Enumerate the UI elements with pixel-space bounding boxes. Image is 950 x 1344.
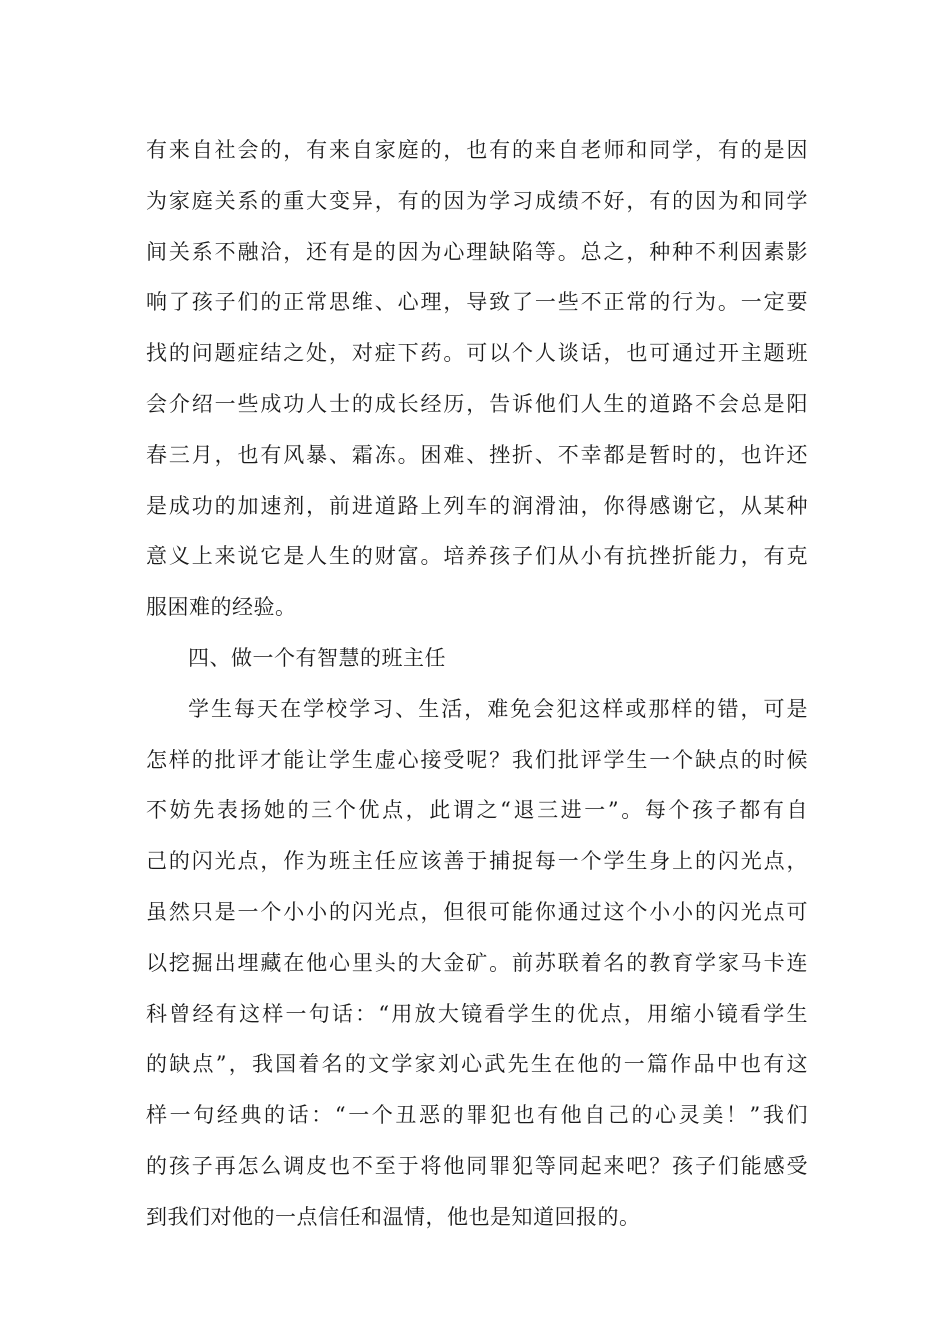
- text-line: 响了孩子们的正常思维、心理，导致了一些不正常的行为。一定要: [146, 290, 808, 315]
- text-line: 意义上来说它是人生的财富。培养孩子们从小有抗挫折能力，有克: [146, 544, 808, 569]
- document-body: [146, 125, 808, 1243]
- text-line: 到我们对他的一点信任和温情，他也是知道回报的。: [146, 1204, 641, 1229]
- text-line: 不妨先表扬她的三个优点，此谓之“退三进一”。每个孩子都有自: [146, 798, 808, 823]
- text-line: 找的问题症结之处，对症下药。可以个人谈话，也可通过开主题班: [146, 341, 808, 366]
- text-line: 的孩子再怎么调皮也不至于将他同罪犯等同起来吧？孩子们能感受: [146, 1153, 808, 1178]
- text-line: 学生每天在学校学习、生活，难免会犯这样或那样的错，可是: [188, 696, 808, 721]
- text-line: 会介绍一些成功人士的成长经历，告诉他们人生的道路不会总是阳: [146, 391, 808, 416]
- text-line: 的缺点”，我国着名的文学家刘心武先生在他的一篇作品中也有这: [146, 1052, 808, 1077]
- text-line: 科曾经有这样一句话：“用放大镜看学生的优点，用缩小镜看学生: [146, 1001, 808, 1026]
- section-heading: 四、做一个有智慧的班主任: [188, 645, 446, 670]
- text-line: 间关系不融洽，还有是的因为心理缺陷等。总之，种种不利因素影: [146, 239, 808, 264]
- text-line: 服困难的经验。: [146, 595, 297, 620]
- text-line: 是成功的加速剂，前进道路上列车的润滑油，你得感谢它，从某种: [146, 493, 808, 518]
- text-line: 样一句经典的话：“一个丑恶的罪犯也有他自己的心灵美！”我们: [146, 1103, 808, 1128]
- text-line: 己的闪光点，作为班主任应该善于捕捉每一个学生身上的闪光点，: [146, 849, 808, 874]
- text-line: 有来自社会的，有来自家庭的，也有的来自老师和同学，有的是因: [146, 138, 808, 162]
- text-line: 以挖掘出埋藏在他心里头的大金矿。前苏联着名的教育学家马卡连: [146, 950, 808, 975]
- text-line: 虽然只是一个小小的闪光点，但很可能你通过这个小小的闪光点可: [146, 899, 808, 924]
- text-line: 为家庭关系的重大变异，有的因为学习成绩不好，有的因为和同学: [146, 188, 808, 213]
- text-line: 春三月，也有风暴、霜冻。困难、挫折、不幸都是暂时的，也许还: [146, 442, 808, 467]
- text-line: 怎样的批评才能让学生虚心接受呢？我们批评学生一个缺点的时候: [146, 747, 808, 772]
